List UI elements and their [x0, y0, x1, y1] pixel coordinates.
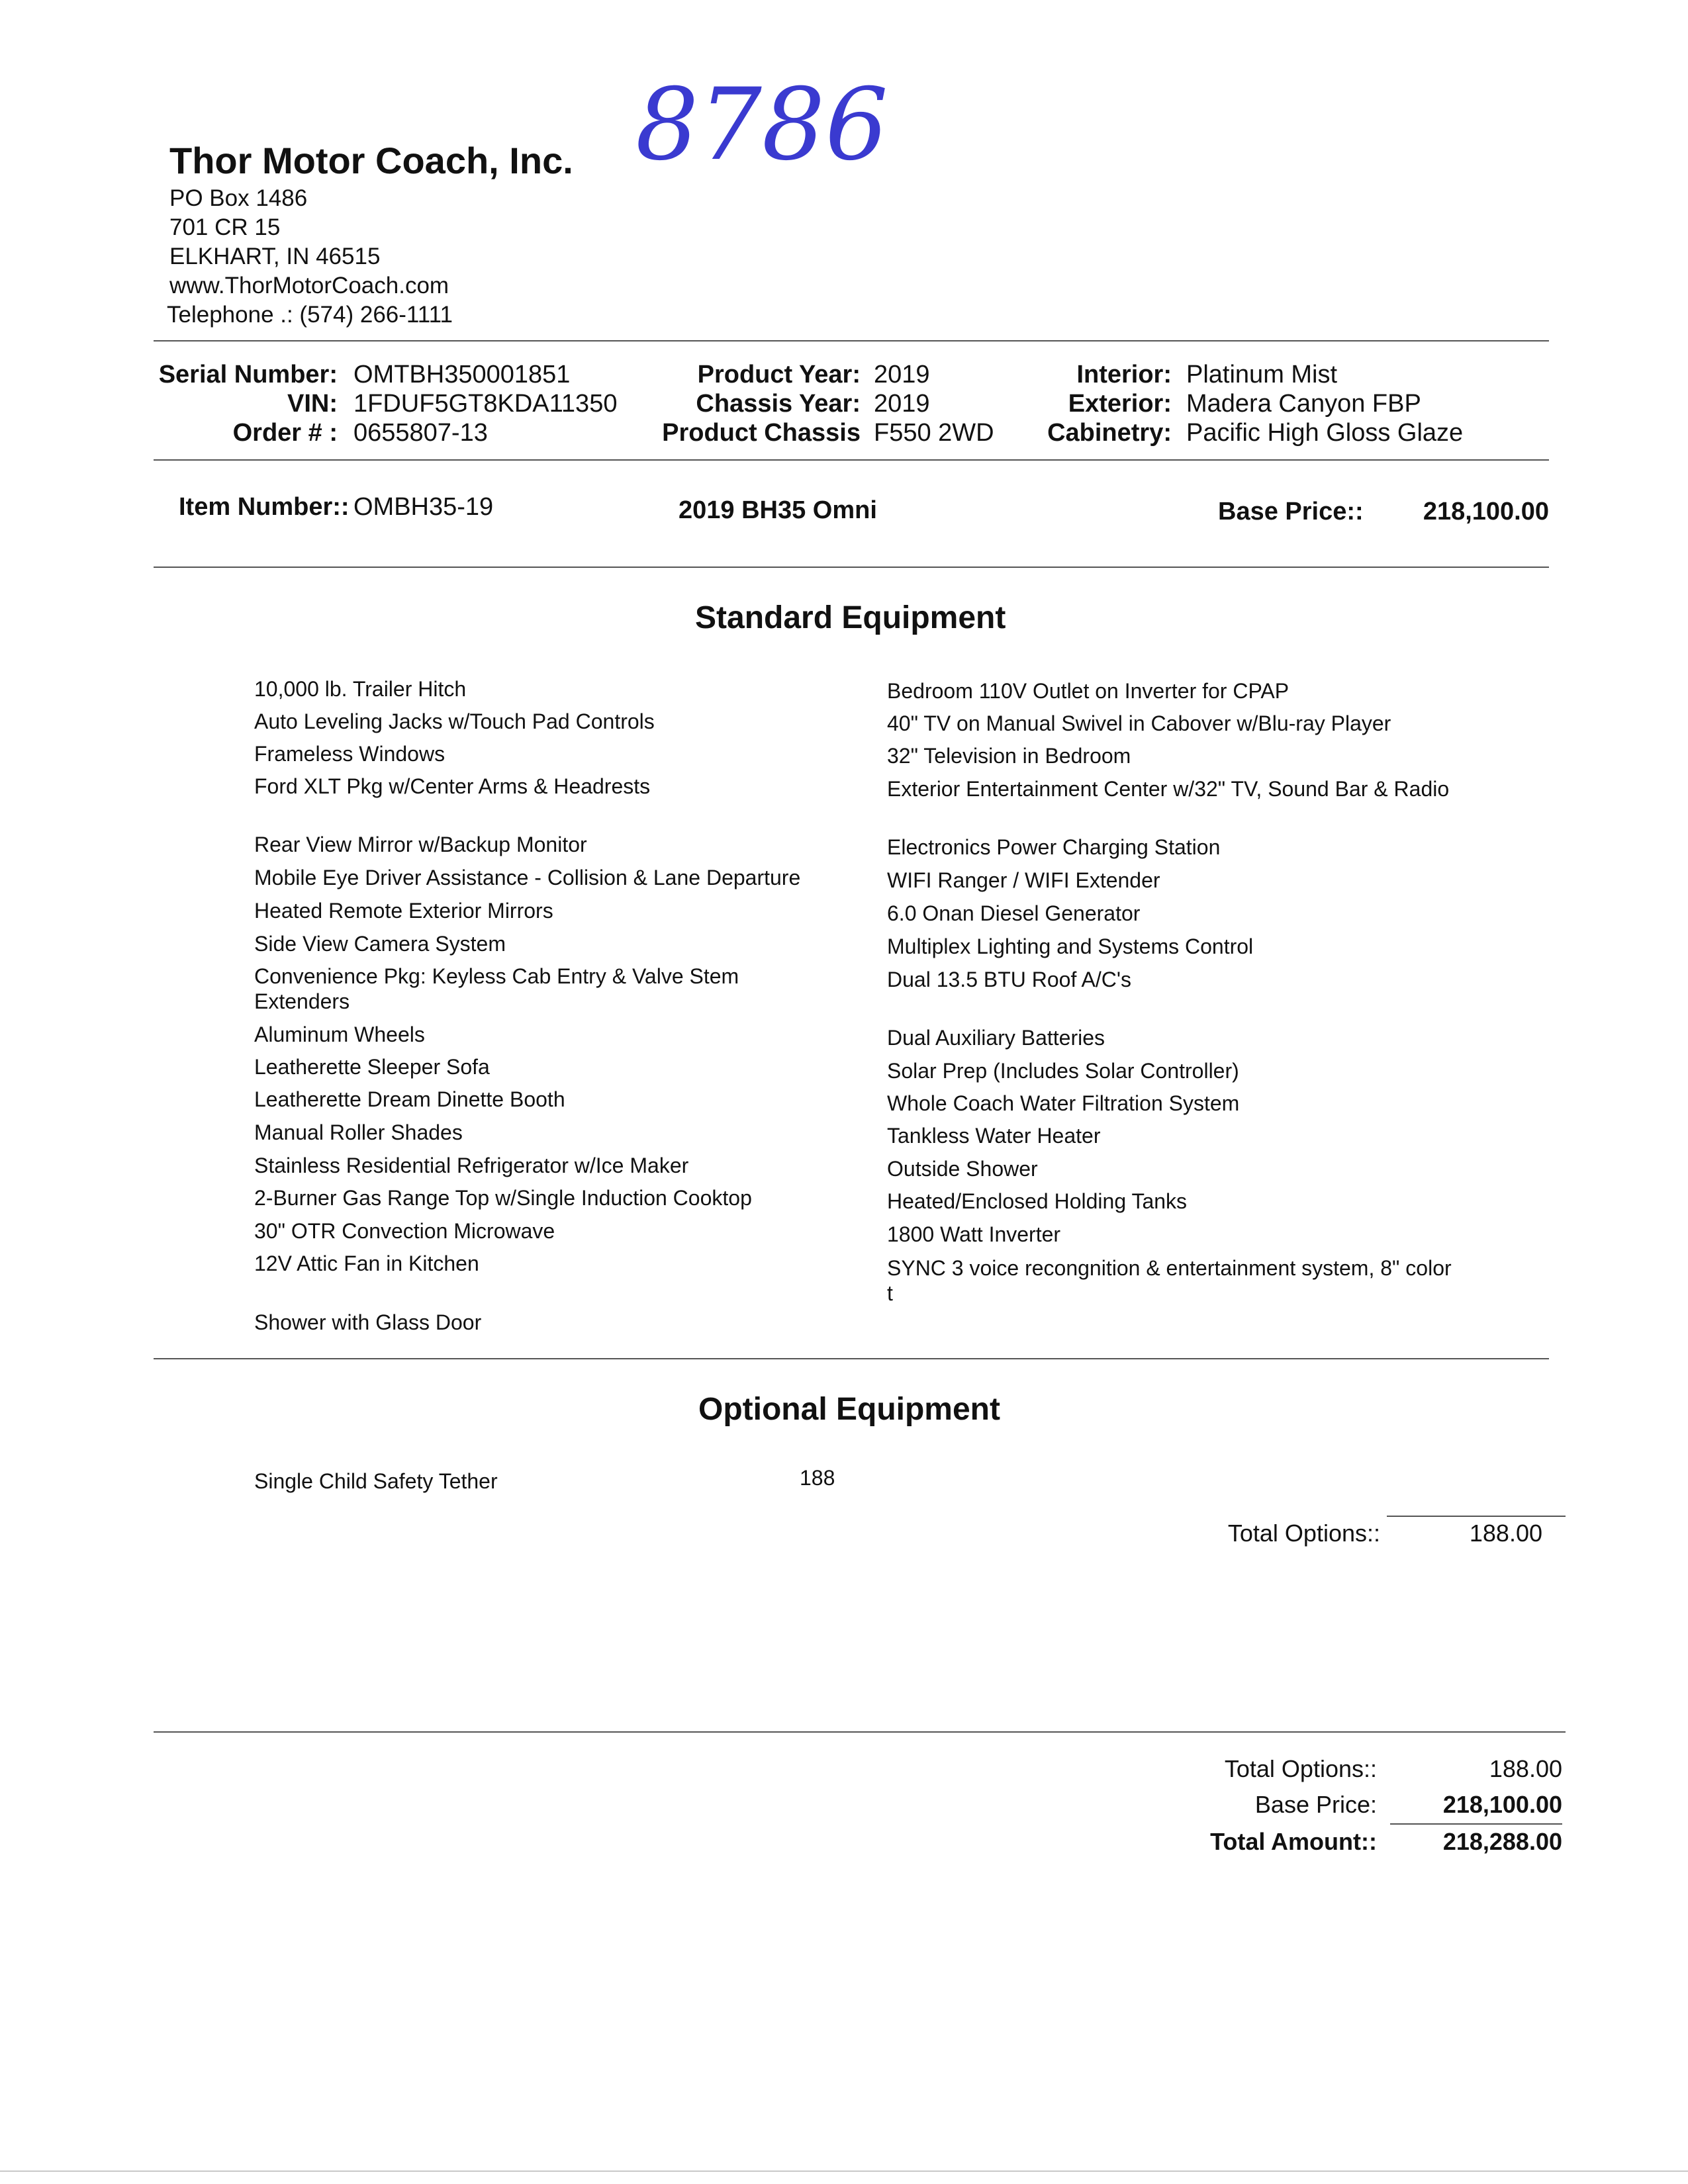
telephone: Telephone .: (574) 266-1111 — [167, 302, 453, 328]
svg-text:8786: 8786 — [635, 68, 888, 183]
divider — [154, 567, 1549, 568]
divider — [1387, 1516, 1566, 1517]
list-item: Electronics Power Charging Station — [887, 835, 1221, 859]
cabinetry-value: Pacific High Gloss Glaze — [1186, 419, 1464, 447]
list-item: Rear View Mirror w/Backup Monitor — [254, 833, 587, 856]
list-item: Leatherette Dream Dinette Booth — [254, 1087, 565, 1111]
list-item: Multiplex Lighting and Systems Control — [887, 934, 1254, 958]
list-item: Tankless Water Heater — [887, 1124, 1101, 1148]
list-item: Leatherette Sleeper Sofa — [254, 1055, 490, 1079]
list-item: Side View Camera System — [254, 932, 506, 956]
vin-value: 1FDUF5GT8KDA11350 — [353, 390, 618, 418]
total-amount-value: 218,288.00 — [1442, 1828, 1562, 1855]
item-number-label: Item Number:: — [179, 493, 350, 521]
list-item: Aluminum Wheels — [254, 1023, 425, 1046]
summary-total-options-label: Total Options:: — [1224, 1755, 1377, 1782]
list-item: 32" Television in Bedroom — [887, 744, 1131, 768]
total-amount-label: Total Amount:: — [1210, 1828, 1377, 1855]
divider — [154, 459, 1549, 461]
handwritten-number — [629, 66, 888, 183]
product-chassis-label: Product Chassis — [662, 419, 861, 447]
list-item: 6.0 Onan Diesel Generator — [887, 901, 1141, 925]
summary-base-price-label: Base Price: — [1254, 1791, 1377, 1818]
list-item: 12V Attic Fan in Kitchen — [254, 1251, 479, 1275]
list-item: Dual Auxiliary Batteries — [887, 1026, 1105, 1050]
list-item: Heated Remote Exterior Mirrors — [254, 899, 553, 923]
summary-total-options-value: 188.00 — [1489, 1755, 1562, 1782]
list-item: Auto Leveling Jacks w/Touch Pad Controls — [254, 709, 655, 733]
list-item: Bedroom 110V Outlet on Inverter for CPAP — [887, 679, 1289, 703]
list-item: 10,000 lb. Trailer Hitch — [254, 677, 467, 701]
exterior-label: Exterior: — [1068, 390, 1172, 418]
address-line: PO Box 1486 — [169, 185, 308, 211]
base-price-label: Base Price:: — [1218, 498, 1364, 525]
order-value: 0655807-13 — [353, 419, 488, 447]
list-item: Solar Prep (Includes Solar Controller) — [887, 1059, 1239, 1083]
list-item: Heated/Enclosed Holding Tanks — [887, 1189, 1188, 1213]
list-item: Manual Roller Shades — [254, 1120, 463, 1144]
list-item: Dual 13.5 BTU Roof A/C's — [887, 968, 1131, 991]
list-item: 2-Burner Gas Range Top w/Single Induction Cooktop — [254, 1186, 752, 1210]
list-item: 1800 Watt Inverter — [887, 1222, 1061, 1246]
list-item: 40" TV on Manual Swivel in Cabover w/Blu-ray Player — [887, 711, 1391, 735]
total-options-label: Total Options:: — [1227, 1520, 1380, 1547]
serial-label: Serial Number: — [158, 361, 338, 388]
list-item: Mobile Eye Driver Assistance - Collision & Lane Departure — [254, 866, 801, 889]
option-price: 188 — [800, 1466, 835, 1490]
chassis-year-label: Chassis Year: — [696, 390, 861, 418]
divider — [154, 1731, 1566, 1733]
address-line: 701 CR 15 — [169, 214, 281, 240]
model-name: 2019 BH35 Omni — [679, 496, 877, 524]
list-item: SYNC 3 voice recongnition & entertainment system, 8" color t — [887, 1256, 1452, 1305]
option-name: Single Child Safety Tether — [254, 1469, 498, 1493]
list-item: Stainless Residential Refrigerator w/Ice Maker — [254, 1154, 689, 1177]
divider — [154, 340, 1549, 341]
address-line: ELKHART, IN 46515 — [169, 244, 381, 269]
summary-base-price-value: 218,100.00 — [1442, 1791, 1562, 1818]
interior-label: Interior: — [1076, 361, 1172, 388]
item-number-value: OMBH35-19 — [353, 493, 494, 521]
list-item: Frameless Windows — [254, 742, 445, 766]
list-item: Convenience Pkg: Keyless Cab Entry & Valve Stem Extenders — [254, 964, 739, 1013]
exterior-value: Madera Canyon FBP — [1186, 390, 1421, 418]
serial-value: OMTBH350001851 — [353, 361, 571, 388]
interior-value: Platinum Mist — [1186, 361, 1338, 388]
company-name: Thor Motor Coach, Inc. — [169, 140, 573, 181]
chassis-year-value: 2019 — [874, 390, 930, 418]
product-year-label: Product Year: — [697, 361, 861, 388]
website: www.ThorMotorCoach.com — [169, 273, 449, 298]
divider — [1390, 1823, 1562, 1825]
base-price-value: 218,100.00 — [1423, 498, 1549, 525]
standard-equipment-title: Standard Equipment — [695, 600, 1006, 635]
vin-label: VIN: — [287, 390, 338, 418]
list-item: Shower with Glass Door — [254, 1310, 482, 1334]
list-item: Ford XLT Pkg w/Center Arms & Headrests — [254, 774, 651, 798]
list-item: WIFI Ranger / WIFI Extender — [887, 868, 1160, 892]
product-year-value: 2019 — [874, 361, 930, 388]
total-options-value: 188.00 — [1469, 1520, 1542, 1547]
list-item: Outside Shower — [887, 1157, 1038, 1181]
divider — [154, 1358, 1549, 1359]
list-item: Exterior Entertainment Center w/32" TV, Sound Bar & Radio — [887, 777, 1450, 801]
list-item: 30" OTR Convection Microwave — [254, 1219, 555, 1243]
list-item: Whole Coach Water Filtration System — [887, 1091, 1240, 1115]
cabinetry-label: Cabinetry: — [1047, 419, 1172, 447]
optional-equipment-title: Optional Equipment — [698, 1392, 1000, 1427]
product-chassis-value: F550 2WD — [874, 419, 994, 447]
order-label: Order # : — [232, 419, 338, 447]
